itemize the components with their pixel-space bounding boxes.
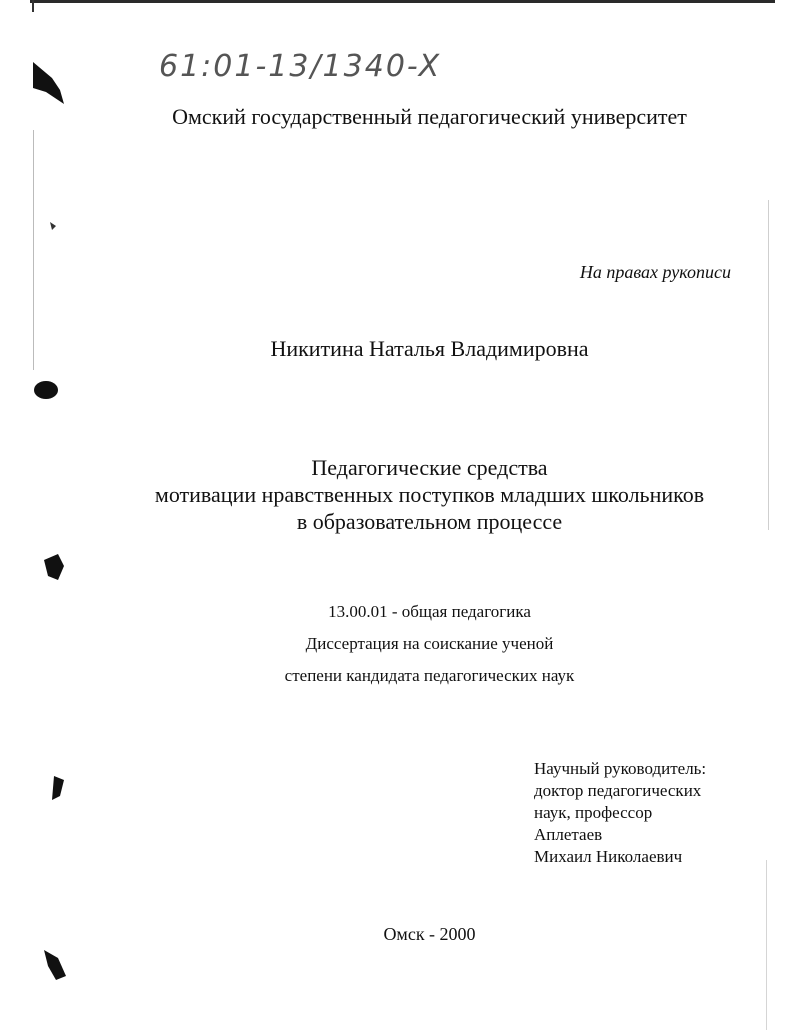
supervisor-line: Михаил Николаевич — [534, 847, 683, 866]
supervisor-line: доктор педагогических — [534, 781, 702, 800]
supervisor-line: Аплетаев — [534, 825, 603, 844]
title-line: мотивации нравственных поступков младших школьников — [154, 482, 705, 507]
supervisor-line: Научный руководитель: — [534, 759, 707, 778]
scan-edge-top — [30, 0, 775, 3]
title-line: Педагогические средства — [311, 455, 548, 480]
dissertation-title — [30, 454, 799, 535]
degree-line: степени кандидата педагогических наук — [284, 666, 575, 685]
catalog-number-text: 61:01-13/1340-X — [159, 49, 442, 84]
title-line: в образовательном процессе — [296, 509, 563, 534]
city-year: Омск - 2000 — [383, 924, 476, 944]
degree-line: Диссертация на соискание ученой — [305, 634, 554, 653]
university-name: Омский государственный педагогический университет — [172, 104, 687, 129]
supervisor-line: наук, профессор — [534, 803, 653, 822]
catalog-number-stamp — [155, 36, 575, 92]
author-name: Никитина Наталья Владимировна — [270, 336, 589, 361]
supervisor-block — [534, 758, 706, 868]
scan-edge-right-line-lower — [766, 860, 767, 1030]
manuscript-note: На правах рукописи — [579, 262, 731, 282]
specialty-code: 13.00.01 - общая педагогика — [328, 602, 531, 621]
